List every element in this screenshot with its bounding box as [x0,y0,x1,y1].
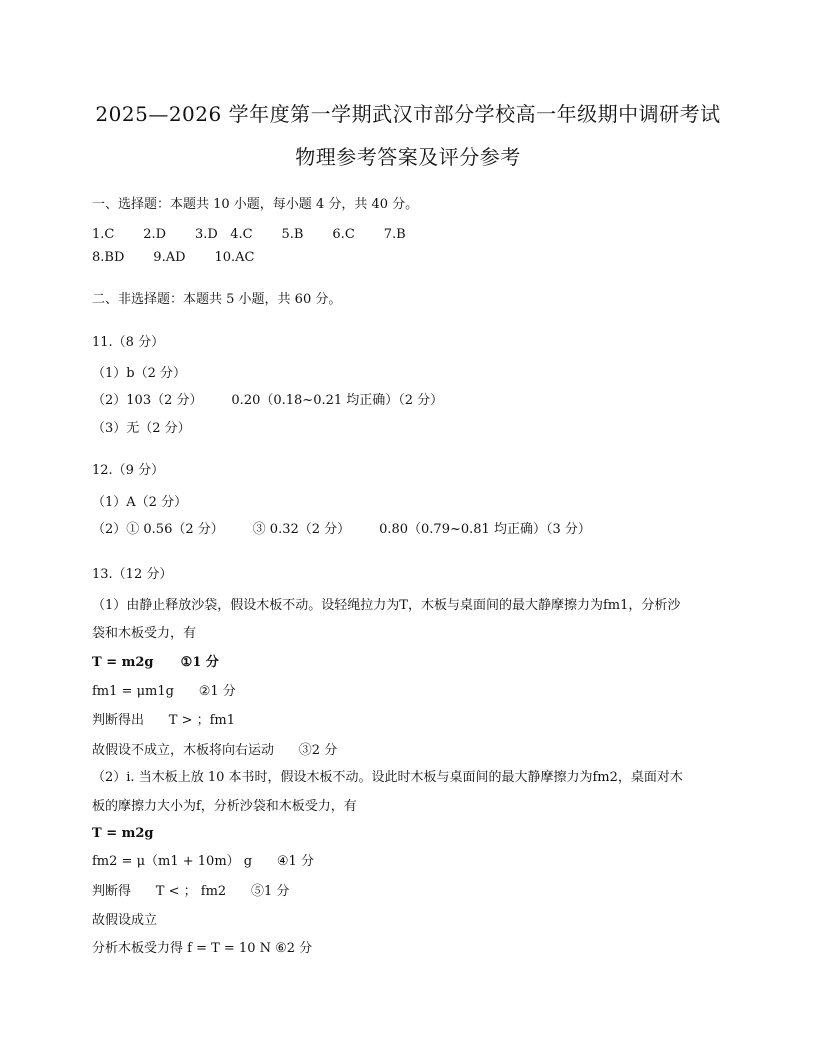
q13-part1-line-a: （1）由静止释放沙袋，假设木板不动。设轻绳拉力为T，木板与桌面间的最大静摩擦力为fm1，分析沙 [92,598,681,613]
q11-line-1: （1）b（2 分） [92,366,186,381]
q11-line-2: （2）103（2 分） 0.20（0.18~0.21 均正确）（2 分） [92,393,444,408]
q12-line-2: （2）① 0.56（2 分） ③ 0.32（2 分） 0.80（0.79~0.81 均正确）（3 分） [92,522,591,537]
q12-heading: 12.（9 分） [92,463,165,478]
section1-heading: 一、选择题：本题共 10 小题，每小题 4 分，共 40 分。 [92,197,419,212]
q13-equation-3: 判断得出 T > ；fm1 [92,713,236,728]
q13-equation-4: 故假设不成立，木板将向右运动 ③2 分 [92,743,338,758]
section2-heading: 二、非选择题：本题共 5 小题，共 60 分。 [92,292,342,307]
q13-equation-6: fm2 = μ（m1 + 10m） g ④1 分 [92,854,314,869]
q12-line-1: （1）A（2 分） [92,495,188,510]
q13-equation-8: 故假设成立 [92,913,158,928]
document-subtitle: 物理参考答案及评分参考 [295,145,521,169]
answers-row-1: 1.C 2.D 3.D 4.C 5.B 6.C 7.B [92,227,406,242]
q13-part1-line-b: 袋和木板受力，有 [92,626,197,641]
q13-equation-1: T = m2g ①1 分 [92,655,219,670]
q13-equation-5: T = m2g [92,826,154,841]
q13-heading: 13.（12 分） [92,567,173,582]
q13-equation-7: 判断得 T < ； fm2 ⑤1 分 [92,884,290,899]
q11-line-3: （3）无（2 分） [92,421,191,436]
q13-part2-line-b: 板的摩擦力大小为f，分析沙袋和木板受力，有 [92,799,357,814]
q13-equation-9: 分析木板受力得 f = T = 10 N ⑥2 分 [92,941,313,956]
q11-heading: 11.（8 分） [92,335,165,350]
answers-row-2: 8.BD 9.AD 10.AC [92,250,255,265]
q13-equation-2: fm1 = μm1g ②1 分 [92,684,236,699]
document-title: 2025—2026 学年度第一学期武汉市部分学校高一年级期中调研考试 [95,102,721,126]
q13-part2-line-a: （2）i. 当木板上放 10 本书时，假设木板不动。设此时木板与桌面间的最大静摩擦力为fm2，桌面对木 [92,770,683,785]
